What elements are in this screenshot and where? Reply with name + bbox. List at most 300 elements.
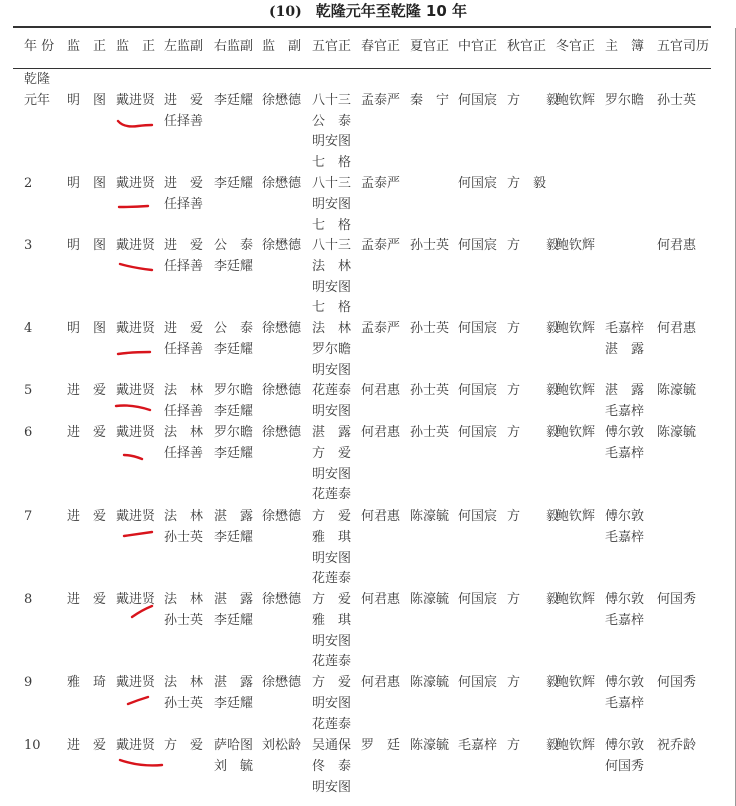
cell-text: 罗尔瞻 bbox=[312, 341, 352, 357]
table-cell bbox=[556, 423, 595, 444]
cell-text: 方 毅 bbox=[507, 675, 560, 690]
cell-text: 戴进贤 bbox=[116, 176, 156, 191]
table-cell bbox=[410, 590, 449, 611]
table-cell bbox=[67, 91, 106, 112]
cell-text: 徐懋德 bbox=[262, 425, 302, 440]
table-cell bbox=[116, 319, 155, 340]
cell-text: 进 爱 bbox=[164, 92, 204, 108]
cell-text: 八十三 bbox=[312, 92, 352, 108]
table-cell bbox=[164, 236, 203, 278]
red-underline-mark bbox=[124, 455, 142, 459]
table-number: (10) bbox=[268, 4, 302, 20]
cell-text: 何国秀 bbox=[605, 758, 645, 774]
cell-text: 毛嘉梓 bbox=[605, 445, 645, 461]
cell-text: 陈濠毓 bbox=[657, 425, 697, 440]
cell-text: 何君惠 bbox=[657, 321, 697, 336]
cell-text: 明安图 bbox=[312, 633, 352, 649]
cell-text: 方 爱 bbox=[312, 445, 352, 461]
table-cell bbox=[214, 507, 253, 549]
table-cell bbox=[507, 507, 559, 528]
table-cell bbox=[605, 736, 644, 778]
table-cell bbox=[605, 507, 644, 549]
column-header: 冬官正 bbox=[556, 39, 596, 54]
cell-text: 孙士英 bbox=[164, 695, 204, 711]
cell-text: 鲍钦辉 bbox=[556, 738, 596, 753]
table-cell bbox=[262, 91, 301, 112]
cell-text: 徐懋德 bbox=[262, 321, 302, 336]
table-cell bbox=[214, 673, 253, 715]
table-cell bbox=[262, 507, 301, 528]
table-cell bbox=[458, 236, 497, 257]
red-underline-mark bbox=[128, 697, 148, 704]
table-cell bbox=[116, 381, 155, 402]
table-cell bbox=[458, 590, 497, 611]
cell-text: 佟 泰 bbox=[312, 758, 352, 774]
table-cell bbox=[262, 381, 301, 402]
table-cell bbox=[657, 423, 696, 444]
cell-text: 何国宸 bbox=[458, 321, 498, 336]
cell-text: 何国宸 bbox=[458, 425, 498, 440]
table-cell bbox=[458, 91, 497, 112]
table-cell bbox=[116, 736, 155, 757]
cell-text: 毛嘉梓 bbox=[605, 695, 645, 711]
cell-text: 方 毅 bbox=[507, 425, 560, 440]
cell-text: 进 爱 bbox=[67, 738, 107, 753]
year-cell bbox=[24, 236, 32, 257]
table-cell bbox=[458, 736, 497, 757]
table-cell bbox=[605, 319, 644, 361]
cell-text: 李廷耀 bbox=[214, 92, 254, 108]
cell-text: 八十三 bbox=[312, 176, 352, 191]
table-cell bbox=[312, 736, 351, 798]
column-header: 秋官正 bbox=[507, 39, 547, 54]
table-cell bbox=[507, 91, 559, 112]
column-header: 五官正 bbox=[312, 39, 352, 54]
cell-text: 雅 琪 bbox=[312, 529, 352, 545]
cell-text: 李廷耀 bbox=[214, 695, 254, 711]
cell-text: 进 爱 bbox=[67, 425, 107, 440]
cell-text: 何君惠 bbox=[361, 592, 401, 607]
cell-text: 方 爱 bbox=[312, 675, 352, 690]
table-cell bbox=[312, 236, 351, 319]
cell-text: 孟泰严 bbox=[361, 176, 401, 191]
table-cell bbox=[458, 319, 497, 340]
table-cell bbox=[67, 673, 106, 694]
cell-text: 戴进贤 bbox=[116, 675, 156, 690]
table-cell bbox=[214, 91, 253, 112]
cell-text: 何君惠 bbox=[361, 509, 401, 524]
cell-text: 李廷耀 bbox=[214, 612, 254, 628]
cell-text: 戴进贤 bbox=[116, 592, 156, 607]
cell-text: 罗 廷 bbox=[361, 738, 401, 753]
cell-text: 戴进贤 bbox=[116, 321, 156, 336]
cell-text: 罗尔瞻 bbox=[214, 383, 254, 398]
column-header: 主 簿 bbox=[605, 39, 645, 54]
top-rule bbox=[13, 26, 711, 28]
table-cell bbox=[361, 381, 400, 402]
cell-text: 李廷耀 bbox=[214, 403, 254, 419]
red-underline-mark bbox=[119, 206, 148, 207]
table-cell bbox=[507, 319, 559, 340]
cell-text: 何君惠 bbox=[657, 238, 697, 253]
cell-text: 进 爱 bbox=[164, 238, 204, 253]
cell-text: 七 格 bbox=[312, 217, 352, 233]
cell-text: 9 bbox=[24, 675, 33, 690]
table-cell bbox=[657, 319, 696, 340]
cell-text: 刘 毓 bbox=[214, 758, 254, 774]
cell-text: 任择善 bbox=[164, 403, 204, 419]
cell-text: 何君惠 bbox=[361, 675, 401, 690]
table-title: 乾隆元年至乾隆 10 年 bbox=[315, 2, 468, 20]
cell-text: 湛 露 bbox=[605, 341, 645, 357]
cell-text: 八十三 bbox=[312, 238, 352, 253]
cell-text: 何国宸 bbox=[458, 383, 498, 398]
cell-text: 进 爱 bbox=[67, 592, 107, 607]
table-cell bbox=[507, 236, 559, 257]
cell-text: 陈濠毓 bbox=[657, 383, 697, 398]
table-cell bbox=[164, 381, 203, 423]
cell-text: 方 毅 bbox=[507, 738, 560, 753]
cell-text: 徐懋德 bbox=[262, 675, 302, 690]
cell-text: 花莲泰 bbox=[312, 716, 352, 732]
table-cell bbox=[262, 319, 301, 340]
table-cell bbox=[657, 381, 696, 402]
cell-text: 任择善 bbox=[164, 258, 204, 274]
cell-text: 任择善 bbox=[164, 113, 204, 129]
cell-text: 花莲泰 bbox=[312, 654, 352, 670]
cell-text: 鲍钦辉 bbox=[556, 383, 596, 398]
year-cell bbox=[24, 381, 32, 402]
cell-text: 戴进贤 bbox=[116, 509, 156, 524]
cell-text: 徐懋德 bbox=[262, 509, 302, 524]
table-cell bbox=[410, 507, 449, 528]
cell-text: 明安图 bbox=[312, 403, 352, 419]
red-underline-mark bbox=[124, 532, 152, 536]
cell-text: 何君惠 bbox=[361, 383, 401, 398]
cell-text: 湛 露 bbox=[312, 425, 352, 440]
cell-text: 陈濠毓 bbox=[410, 509, 450, 524]
table-cell bbox=[605, 381, 644, 423]
cell-text: 毛嘉梓 bbox=[458, 738, 498, 753]
cell-text: 进 爱 bbox=[164, 321, 204, 336]
table-cell bbox=[657, 91, 696, 112]
cell-text: 明安图 bbox=[312, 695, 352, 711]
table-cell bbox=[164, 507, 203, 549]
red-underline-mark bbox=[116, 406, 150, 411]
cell-text: 陈濠毓 bbox=[410, 675, 450, 690]
table-cell bbox=[67, 319, 106, 340]
cell-text: 陈濠毓 bbox=[410, 738, 450, 753]
cell-text: 湛 露 bbox=[214, 509, 254, 524]
table-cell bbox=[556, 381, 595, 402]
table-cell bbox=[116, 91, 155, 112]
year-cell bbox=[24, 736, 41, 757]
column-header: 年 份 bbox=[24, 39, 55, 54]
table-cell bbox=[164, 174, 203, 216]
cell-text: 何国秀 bbox=[657, 592, 697, 607]
table-cell bbox=[556, 507, 595, 528]
table-cell bbox=[262, 423, 301, 444]
cell-text: 罗尔瞻 bbox=[214, 425, 254, 440]
cell-text: 湛 露 bbox=[214, 675, 254, 690]
cell-text: 明 图 bbox=[67, 92, 107, 108]
table-cell bbox=[214, 319, 253, 361]
table-cell bbox=[262, 673, 301, 694]
table-cell bbox=[410, 381, 449, 402]
table-cell bbox=[67, 736, 106, 757]
cell-text: 李廷耀 bbox=[214, 445, 254, 461]
cell-text: 方 爱 bbox=[312, 509, 352, 524]
cell-text: 6 bbox=[24, 425, 33, 440]
cell-text: 方 毅 bbox=[507, 592, 560, 607]
cell-text: 何君惠 bbox=[361, 425, 401, 440]
table-cell bbox=[458, 673, 497, 694]
cell-text: 明 图 bbox=[67, 176, 107, 191]
table-cell bbox=[312, 381, 351, 423]
table-cell bbox=[116, 423, 155, 444]
table-cell bbox=[312, 319, 351, 381]
cell-text: 傅尔敦 bbox=[605, 592, 645, 607]
table-cell bbox=[410, 236, 449, 257]
table-cell bbox=[361, 236, 400, 257]
cell-text: 戴进贤 bbox=[116, 738, 156, 753]
cell-text: 明安图 bbox=[312, 134, 352, 150]
table-cell bbox=[164, 319, 203, 361]
cell-text: 徐懋德 bbox=[262, 176, 302, 191]
cell-text: 孙士英 bbox=[164, 529, 204, 545]
cell-text: 鲍钦辉 bbox=[556, 592, 596, 607]
cell-text: 陈濠毓 bbox=[410, 592, 450, 607]
cell-text: 吴通保 bbox=[312, 738, 352, 753]
cell-text: 何国宸 bbox=[458, 675, 498, 690]
table-cell bbox=[556, 91, 595, 112]
table-cell bbox=[116, 507, 155, 528]
table-cell bbox=[410, 91, 449, 112]
cell-text: 李廷耀 bbox=[214, 529, 254, 545]
table-cell bbox=[556, 236, 595, 257]
cell-text: 明安图 bbox=[312, 550, 352, 566]
table-cell bbox=[410, 423, 449, 444]
table-cell bbox=[164, 91, 203, 133]
year-cell bbox=[24, 174, 32, 195]
cell-text: 任择善 bbox=[164, 341, 204, 357]
cell-text: 徐懋德 bbox=[262, 92, 302, 108]
cell-text: 明安图 bbox=[312, 779, 352, 795]
cell-text: 戴进贤 bbox=[116, 383, 156, 398]
cell-text: 雅 琪 bbox=[312, 612, 352, 628]
cell-text: 毛嘉梓 bbox=[605, 529, 645, 545]
table-cell bbox=[312, 590, 351, 673]
column-header: 右监副 bbox=[214, 39, 254, 54]
table-cell bbox=[67, 507, 106, 528]
table-cell bbox=[361, 174, 400, 195]
cell-text: 5 bbox=[24, 383, 33, 398]
cell-text: 任择善 bbox=[164, 196, 204, 212]
red-underline-mark bbox=[118, 352, 150, 354]
cell-text: 法 林 bbox=[164, 383, 204, 398]
table-cell bbox=[410, 736, 449, 757]
cell-text: 徐懋德 bbox=[262, 383, 302, 398]
column-header: 监 正 bbox=[67, 39, 107, 54]
cell-text: 孟泰严 bbox=[361, 238, 401, 253]
column-header: 左监副 bbox=[164, 39, 204, 54]
table-cell bbox=[67, 423, 106, 444]
cell-text: 湛 露 bbox=[605, 383, 645, 398]
cell-text: 方 毅 bbox=[507, 176, 547, 191]
header-rule bbox=[13, 68, 711, 69]
column-header: 春官正 bbox=[361, 39, 401, 54]
cell-text: 七 格 bbox=[312, 155, 352, 171]
page-title bbox=[0, 0, 736, 22]
cell-text: 法 林 bbox=[312, 321, 352, 336]
cell-text: 孙士英 bbox=[410, 238, 450, 253]
table-cell bbox=[214, 381, 253, 423]
cell-text: 明安图 bbox=[312, 362, 352, 378]
cell-text: 明 图 bbox=[67, 321, 107, 336]
cell-text: 何国宸 bbox=[458, 176, 498, 191]
cell-text: 进 爱 bbox=[164, 176, 204, 191]
cell-text: 鲍钦辉 bbox=[556, 425, 596, 440]
cell-text: 祝乔龄 bbox=[657, 738, 697, 753]
table-cell bbox=[116, 236, 155, 257]
table-cell bbox=[262, 174, 301, 195]
cell-text: 孙士英 bbox=[410, 321, 450, 336]
cell-text: 方 毅 bbox=[507, 509, 560, 524]
table-cell bbox=[262, 236, 301, 257]
table-cell bbox=[116, 590, 155, 611]
table-cell bbox=[361, 423, 400, 444]
cell-text: 戴进贤 bbox=[116, 425, 156, 440]
table-cell bbox=[410, 673, 449, 694]
cell-text: 傅尔敦 bbox=[605, 509, 645, 524]
table-cell bbox=[214, 590, 253, 632]
cell-text: 李廷耀 bbox=[214, 258, 254, 274]
cell-text: 萨哈图 bbox=[214, 738, 254, 753]
table-cell bbox=[214, 236, 253, 278]
cell-text: 方 毅 bbox=[507, 92, 560, 108]
cell-text: 公 泰 bbox=[214, 238, 254, 253]
cell-text: 公 泰 bbox=[312, 113, 352, 129]
table-cell bbox=[507, 673, 559, 694]
column-header: 监 副 bbox=[262, 39, 302, 54]
table-cell bbox=[361, 91, 400, 112]
table-cell bbox=[556, 736, 595, 757]
cell-text: 李廷耀 bbox=[214, 176, 254, 191]
cell-text: 秦 宁 bbox=[410, 92, 450, 108]
cell-text: 元年 bbox=[24, 92, 51, 108]
cell-text: 法 林 bbox=[164, 509, 204, 524]
year-cell bbox=[24, 590, 32, 611]
cell-text: 方 毅 bbox=[507, 321, 560, 336]
cell-text: 明安图 bbox=[312, 466, 352, 482]
cell-text: 鲍钦辉 bbox=[556, 675, 596, 690]
table-cell bbox=[507, 381, 559, 402]
cell-text: 何国宸 bbox=[458, 238, 498, 253]
column-header: 五官司历 bbox=[657, 39, 710, 54]
column-header: 中官正 bbox=[458, 39, 498, 54]
year-cell bbox=[24, 319, 32, 340]
cell-text: 乾隆 bbox=[24, 72, 51, 87]
cell-text: 傅尔敦 bbox=[605, 425, 645, 440]
cell-text: 明安图 bbox=[312, 279, 352, 295]
table-cell bbox=[657, 736, 696, 757]
cell-text: 孙士英 bbox=[657, 92, 697, 108]
cell-text: 刘松龄 bbox=[262, 738, 302, 753]
table-cell bbox=[556, 673, 595, 694]
table-cell bbox=[605, 590, 644, 632]
table-cell bbox=[458, 381, 497, 402]
table-cell bbox=[361, 736, 400, 757]
table-cell bbox=[657, 590, 696, 611]
cell-text: 孙士英 bbox=[164, 612, 204, 628]
cell-text: 毛嘉梓 bbox=[605, 321, 645, 336]
cell-text: 任择善 bbox=[164, 445, 204, 461]
table-cell bbox=[605, 423, 644, 465]
cell-text: 戴进贤 bbox=[116, 238, 156, 253]
cell-text: 鲍钦辉 bbox=[556, 321, 596, 336]
table-cell bbox=[361, 590, 400, 611]
cell-text: 徐懋德 bbox=[262, 592, 302, 607]
cell-text: 方 毅 bbox=[507, 238, 560, 253]
table-cell bbox=[556, 590, 595, 611]
table-cell bbox=[164, 423, 203, 465]
table-cell bbox=[410, 319, 449, 340]
cell-text: 何国宸 bbox=[458, 92, 498, 108]
cell-text: 明 图 bbox=[67, 238, 107, 253]
cell-text: 何国秀 bbox=[657, 675, 697, 690]
cell-text: 毛嘉梓 bbox=[605, 403, 645, 419]
table-cell bbox=[312, 174, 351, 236]
table-cell bbox=[164, 736, 203, 757]
table-cell bbox=[312, 507, 351, 590]
cell-text: 孟泰严 bbox=[361, 321, 401, 336]
cell-text: 傅尔敦 bbox=[605, 738, 645, 753]
cell-text: 孙士英 bbox=[410, 383, 450, 398]
cell-text: 罗尔瞻 bbox=[605, 92, 645, 108]
cell-text: 方 爱 bbox=[164, 738, 204, 753]
cell-text: 七 格 bbox=[312, 300, 352, 316]
cell-text: 法 林 bbox=[164, 592, 204, 607]
table-cell bbox=[605, 91, 644, 112]
table-cell bbox=[67, 381, 106, 402]
table-cell bbox=[361, 507, 400, 528]
table-cell bbox=[605, 673, 644, 715]
table-cell bbox=[67, 590, 106, 611]
cell-text: 7 bbox=[24, 509, 33, 524]
red-underline-mark bbox=[120, 264, 152, 270]
year-cell bbox=[24, 70, 50, 112]
cell-text: 傅尔敦 bbox=[605, 675, 645, 690]
table-cell bbox=[312, 91, 351, 174]
cell-text: 法 林 bbox=[312, 258, 352, 274]
cell-text: 花莲泰 bbox=[312, 383, 352, 398]
column-header: 监 正 bbox=[116, 39, 156, 54]
cell-text: 何国宸 bbox=[458, 509, 498, 524]
table-cell bbox=[214, 736, 253, 778]
cell-text: 3 bbox=[24, 238, 33, 253]
cell-text: 鲍钦辉 bbox=[556, 92, 596, 108]
cell-text: 孟泰严 bbox=[361, 92, 401, 108]
cell-text: 法 林 bbox=[164, 425, 204, 440]
cell-text: 法 林 bbox=[164, 675, 204, 690]
cell-text: 毛嘉梓 bbox=[605, 612, 645, 628]
table-cell bbox=[214, 423, 253, 465]
cell-text: 鲍钦辉 bbox=[556, 509, 596, 524]
cell-text: 明安图 bbox=[312, 196, 352, 212]
cell-text: 鲍钦辉 bbox=[556, 238, 596, 253]
cell-text: 孙士英 bbox=[410, 425, 450, 440]
table-cell bbox=[507, 736, 559, 757]
